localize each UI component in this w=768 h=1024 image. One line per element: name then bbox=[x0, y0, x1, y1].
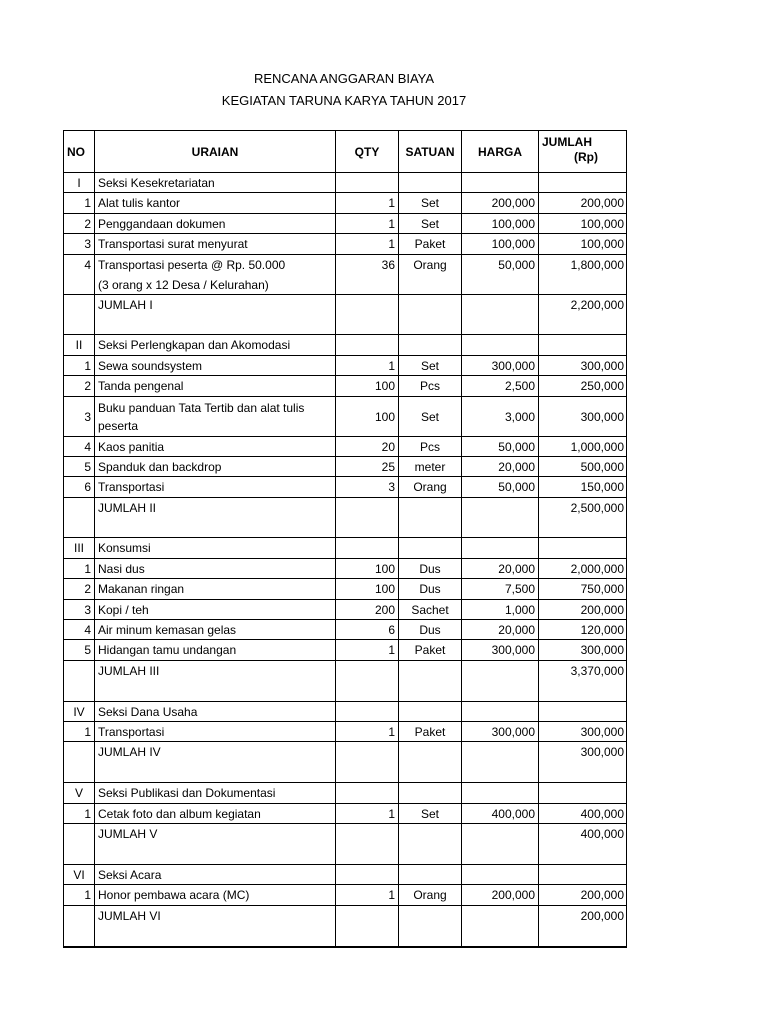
spacer-row bbox=[64, 518, 626, 538]
no-cell: I bbox=[64, 173, 95, 193]
jumlah-cell bbox=[539, 315, 627, 335]
table-row bbox=[64, 804, 626, 824]
spacer-row bbox=[64, 681, 626, 701]
qty-cell bbox=[336, 865, 399, 885]
satuan-cell bbox=[399, 295, 462, 315]
jumlah-cell: 250,000 bbox=[539, 376, 627, 396]
jumlah-cell bbox=[539, 173, 627, 193]
jumlah-cell bbox=[539, 926, 627, 946]
uraian-cell: Transportasi surat menyurat bbox=[95, 234, 336, 254]
satuan-cell: Paket bbox=[399, 722, 462, 742]
qty-cell bbox=[336, 783, 399, 803]
satuan-cell: Pcs bbox=[399, 376, 462, 396]
harga-cell: 20,000 bbox=[462, 559, 539, 579]
uraian-cell: Nasi dus bbox=[95, 559, 336, 579]
uraian-cell bbox=[95, 397, 336, 437]
jumlah-cell: 500,000 bbox=[539, 457, 627, 477]
qty-cell bbox=[336, 173, 399, 193]
jumlah-cell: 300,000 bbox=[539, 722, 627, 742]
uraian-cell: Kaos panitia bbox=[95, 437, 336, 457]
uraian-cell: Honor pembawa acara (MC) bbox=[95, 885, 336, 905]
satuan-cell: Paket bbox=[399, 234, 462, 254]
satuan-cell: Paket bbox=[399, 640, 462, 660]
satuan-cell bbox=[399, 661, 462, 681]
harga-cell bbox=[462, 295, 539, 315]
subtotal-row bbox=[64, 824, 626, 844]
document-title: RENCANA ANGGARAN BIAYA bbox=[253, 71, 435, 86]
jumlah-cell: 150,000 bbox=[539, 477, 627, 497]
satuan-cell bbox=[399, 783, 462, 803]
qty-cell bbox=[336, 315, 399, 335]
satuan-cell: Set bbox=[399, 397, 462, 437]
jumlah-cell: 200,000 bbox=[539, 600, 627, 620]
qty-cell bbox=[336, 661, 399, 681]
no-cell: V bbox=[64, 783, 95, 803]
uraian-cell: JUMLAH VI bbox=[95, 906, 336, 926]
uraian-cell: Cetak foto dan album kegiatan bbox=[95, 804, 336, 824]
qty-cell: 100 bbox=[336, 559, 399, 579]
jumlah-cell: 3,370,000 bbox=[570, 663, 624, 678]
table-row bbox=[64, 600, 626, 620]
uraian-cell: Sewa soundsystem bbox=[95, 356, 336, 376]
satuan-cell bbox=[399, 844, 462, 864]
subtotal-row bbox=[64, 661, 626, 681]
no-cell: III bbox=[64, 538, 95, 558]
no-cell bbox=[64, 295, 95, 315]
jumlah-cell bbox=[539, 702, 627, 722]
satuan-cell: Dus bbox=[399, 620, 462, 640]
satuan-cell: Orang bbox=[399, 255, 462, 295]
uraian-cell: Seksi Acara bbox=[95, 865, 336, 885]
jumlah-cell: 200,000 bbox=[539, 193, 627, 213]
section-row bbox=[64, 335, 626, 355]
subtotal-row bbox=[64, 295, 626, 315]
table-row bbox=[64, 477, 626, 497]
satuan-cell bbox=[399, 498, 462, 518]
satuan-cell: Set bbox=[399, 214, 462, 234]
uraian-cell: Transportasi bbox=[95, 477, 336, 497]
budget-table bbox=[63, 130, 627, 948]
no-cell: 5 bbox=[64, 457, 95, 477]
qty-cell: 1 bbox=[336, 234, 399, 254]
table-row bbox=[64, 457, 626, 477]
satuan-cell: Set bbox=[399, 804, 462, 824]
uraian-cell: Seksi Publikasi dan Dokumentasi bbox=[95, 783, 336, 803]
harga-cell: 50,000 bbox=[462, 437, 539, 457]
section-row bbox=[64, 702, 626, 722]
qty-cell: 36 bbox=[336, 255, 399, 295]
jumlah-cell: 300,000 bbox=[539, 397, 627, 437]
jumlah-cell: 100,000 bbox=[539, 214, 627, 234]
harga-cell bbox=[462, 681, 539, 701]
satuan-cell bbox=[399, 763, 462, 783]
harga-cell: 200,000 bbox=[462, 885, 539, 905]
no-cell: 4 bbox=[64, 620, 95, 640]
harga-cell: 50,000 bbox=[462, 255, 539, 295]
harga-cell: 3,000 bbox=[462, 397, 539, 437]
header-harga: HARGA bbox=[462, 131, 539, 173]
jumlah-cell: 300,000 bbox=[539, 640, 627, 660]
harga-cell bbox=[462, 173, 539, 193]
harga-cell: 1,000 bbox=[462, 600, 539, 620]
satuan-cell: Pcs bbox=[399, 437, 462, 457]
no-cell: 2 bbox=[64, 376, 95, 396]
harga-cell bbox=[462, 538, 539, 558]
satuan-cell bbox=[399, 906, 462, 926]
uraian-cell bbox=[95, 255, 336, 295]
qty-cell bbox=[336, 295, 399, 315]
satuan-cell bbox=[399, 315, 462, 335]
qty-cell: 1 bbox=[336, 356, 399, 376]
spacer-row bbox=[64, 315, 626, 335]
qty-cell bbox=[336, 518, 399, 538]
qty-cell bbox=[336, 538, 399, 558]
jumlah-cell bbox=[539, 538, 627, 558]
subtotal-row bbox=[64, 498, 626, 518]
jumlah-cell: 750,000 bbox=[539, 579, 627, 599]
uraian-cell: JUMLAH II bbox=[95, 498, 336, 518]
satuan-cell: Sachet bbox=[399, 600, 462, 620]
header-jumlah bbox=[539, 131, 627, 173]
table-row bbox=[64, 579, 626, 599]
qty-cell bbox=[336, 824, 399, 844]
no-cell bbox=[64, 926, 95, 946]
table-row bbox=[64, 376, 626, 396]
harga-cell: 400,000 bbox=[462, 804, 539, 824]
no-cell bbox=[64, 681, 95, 701]
qty-cell: 1 bbox=[336, 885, 399, 905]
no-cell: 4 bbox=[64, 255, 95, 295]
satuan-cell bbox=[399, 926, 462, 946]
qty-cell bbox=[336, 844, 399, 864]
no-cell: 3 bbox=[64, 397, 95, 437]
spacer-row bbox=[64, 763, 626, 783]
header-uraian: URAIAN bbox=[95, 131, 336, 173]
uraian-cell: Air minum kemasan gelas bbox=[95, 620, 336, 640]
qty-cell bbox=[336, 335, 399, 355]
harga-cell: 100,000 bbox=[462, 214, 539, 234]
uraian-cell bbox=[95, 763, 336, 783]
uraian-line2: (3 orang x 12 Desa / Kelurahan) bbox=[98, 277, 269, 292]
qty-cell: 1 bbox=[336, 640, 399, 660]
harga-cell: 7,500 bbox=[462, 579, 539, 599]
harga-cell: 200,000 bbox=[462, 193, 539, 213]
harga-cell: 2,500 bbox=[462, 376, 539, 396]
no-cell bbox=[64, 315, 95, 335]
table-row bbox=[64, 559, 626, 579]
qty-cell: 3 bbox=[336, 477, 399, 497]
harga-cell bbox=[462, 824, 539, 844]
satuan-cell bbox=[399, 335, 462, 355]
uraian-cell: Seksi Kesekretariatan bbox=[95, 173, 336, 193]
table-row bbox=[64, 620, 626, 640]
qty-cell bbox=[336, 926, 399, 946]
satuan-cell: Set bbox=[399, 193, 462, 213]
harga-cell bbox=[462, 661, 539, 681]
no-cell: 1 bbox=[64, 356, 95, 376]
harga-cell bbox=[462, 518, 539, 538]
satuan-cell bbox=[399, 518, 462, 538]
uraian-cell bbox=[95, 926, 336, 946]
uraian-line2: peserta bbox=[98, 418, 139, 433]
uraian-cell: JUMLAH I bbox=[95, 295, 336, 315]
jumlah-cell: 300,000 bbox=[580, 745, 624, 760]
header-jumlah-line1: JUMLAH bbox=[542, 135, 592, 149]
qty-cell: 200 bbox=[336, 600, 399, 620]
uraian-cell: Konsumsi bbox=[95, 538, 336, 558]
subtotal-row bbox=[64, 742, 626, 762]
no-cell bbox=[64, 518, 95, 538]
jumlah-cell: 400,000 bbox=[539, 804, 627, 824]
no-cell bbox=[64, 661, 95, 681]
qty-cell bbox=[336, 702, 399, 722]
table-row bbox=[64, 193, 626, 213]
qty-cell bbox=[336, 906, 399, 926]
qty-cell: 1 bbox=[336, 193, 399, 213]
table-row bbox=[64, 437, 626, 457]
header-satuan: SATUAN bbox=[399, 131, 462, 173]
harga-cell bbox=[462, 763, 539, 783]
table-row bbox=[64, 234, 626, 254]
satuan-cell bbox=[399, 538, 462, 558]
table-row bbox=[64, 885, 626, 905]
subtotal-row bbox=[64, 906, 626, 926]
harga-cell: 50,000 bbox=[462, 477, 539, 497]
uraian-cell: Spanduk dan backdrop bbox=[95, 457, 336, 477]
table-row bbox=[64, 356, 626, 376]
harga-cell bbox=[462, 315, 539, 335]
jumlah-cell bbox=[539, 865, 627, 885]
jumlah-cell bbox=[539, 335, 627, 355]
harga-cell bbox=[462, 498, 539, 518]
uraian-cell: Seksi Perlengkapan dan Akomodasi bbox=[95, 335, 336, 355]
table-row bbox=[64, 255, 626, 295]
satuan-cell: Orang bbox=[399, 477, 462, 497]
qty-cell bbox=[336, 498, 399, 518]
table-header-row bbox=[64, 131, 626, 173]
no-cell: VI bbox=[64, 865, 95, 885]
harga-cell bbox=[462, 906, 539, 926]
jumlah-cell bbox=[539, 844, 627, 864]
jumlah-cell bbox=[539, 518, 627, 538]
harga-cell bbox=[462, 926, 539, 946]
satuan-cell bbox=[399, 865, 462, 885]
satuan-cell bbox=[399, 681, 462, 701]
satuan-cell: Dus bbox=[399, 559, 462, 579]
harga-cell bbox=[462, 742, 539, 762]
header-no: NO bbox=[64, 131, 95, 173]
uraian-line1: Buku panduan Tata Tertib dan alat tulis bbox=[98, 400, 305, 415]
no-cell: 2 bbox=[64, 579, 95, 599]
jumlah-cell: 200,000 bbox=[539, 885, 627, 905]
section-row bbox=[64, 173, 626, 193]
qty-cell: 20 bbox=[336, 437, 399, 457]
table-row bbox=[64, 214, 626, 234]
qty-cell: 100 bbox=[336, 397, 399, 437]
no-cell: 3 bbox=[64, 234, 95, 254]
satuan-cell: Set bbox=[399, 356, 462, 376]
qty-cell: 1 bbox=[336, 804, 399, 824]
jumlah-cell: 1,800,000 bbox=[539, 255, 627, 295]
no-cell: II bbox=[64, 335, 95, 355]
uraian-cell: Hidangan tamu undangan bbox=[95, 640, 336, 660]
harga-cell bbox=[462, 865, 539, 885]
uraian-cell: JUMLAH IV bbox=[95, 742, 336, 762]
harga-cell: 300,000 bbox=[462, 722, 539, 742]
uraian-cell: Kopi / teh bbox=[95, 600, 336, 620]
no-cell: 1 bbox=[64, 559, 95, 579]
header-jumlah-line2: (Rp) bbox=[574, 150, 598, 164]
no-cell bbox=[64, 763, 95, 783]
satuan-cell: Orang bbox=[399, 885, 462, 905]
document-subtitle: KEGIATAN TARUNA KARYA TAHUN 2017 bbox=[221, 93, 467, 108]
no-cell: 5 bbox=[64, 640, 95, 660]
harga-cell bbox=[462, 783, 539, 803]
jumlah-cell: 1,000,000 bbox=[539, 437, 627, 457]
satuan-cell bbox=[399, 742, 462, 762]
harga-cell: 300,000 bbox=[462, 356, 539, 376]
qty-cell: 1 bbox=[336, 722, 399, 742]
uraian-line1: Transportasi peserta @ Rp. 50.000 bbox=[98, 257, 286, 272]
uraian-cell: Alat tulis kantor bbox=[95, 193, 336, 213]
qty-cell: 100 bbox=[336, 376, 399, 396]
jumlah-cell: 400,000 bbox=[580, 826, 624, 841]
satuan-cell bbox=[399, 702, 462, 722]
section-row bbox=[64, 783, 626, 803]
qty-cell bbox=[336, 681, 399, 701]
no-cell: 4 bbox=[64, 437, 95, 457]
uraian-cell: Makanan ringan bbox=[95, 579, 336, 599]
spacer-row bbox=[64, 926, 626, 946]
harga-cell bbox=[462, 702, 539, 722]
qty-cell: 6 bbox=[336, 620, 399, 640]
jumlah-cell: 100,000 bbox=[539, 234, 627, 254]
no-cell: 1 bbox=[64, 193, 95, 213]
harga-cell: 100,000 bbox=[462, 234, 539, 254]
satuan-cell: meter bbox=[399, 457, 462, 477]
no-cell: IV bbox=[64, 702, 95, 722]
qty-cell bbox=[336, 742, 399, 762]
satuan-cell bbox=[399, 824, 462, 844]
no-cell: 2 bbox=[64, 214, 95, 234]
uraian-cell bbox=[95, 844, 336, 864]
no-cell bbox=[64, 742, 95, 762]
uraian-cell bbox=[95, 315, 336, 335]
harga-cell: 20,000 bbox=[462, 620, 539, 640]
jumlah-cell bbox=[539, 763, 627, 783]
section-row bbox=[64, 865, 626, 885]
no-cell bbox=[64, 824, 95, 844]
uraian-cell: Seksi Dana Usaha bbox=[95, 702, 336, 722]
no-cell: 1 bbox=[64, 804, 95, 824]
jumlah-cell: 2,200,000 bbox=[570, 297, 624, 312]
jumlah-cell: 2,000,000 bbox=[539, 559, 627, 579]
harga-cell: 20,000 bbox=[462, 457, 539, 477]
no-cell bbox=[64, 498, 95, 518]
qty-cell: 100 bbox=[336, 579, 399, 599]
spacer-row bbox=[64, 844, 626, 864]
no-cell: 1 bbox=[64, 885, 95, 905]
jumlah-cell: 120,000 bbox=[539, 620, 627, 640]
no-cell bbox=[64, 844, 95, 864]
qty-cell: 1 bbox=[336, 214, 399, 234]
satuan-cell: Dus bbox=[399, 579, 462, 599]
jumlah-cell: 2,500,000 bbox=[570, 500, 624, 515]
jumlah-cell: 200,000 bbox=[580, 908, 624, 923]
uraian-cell: Transportasi bbox=[95, 722, 336, 742]
qty-cell bbox=[336, 763, 399, 783]
no-cell: 1 bbox=[64, 722, 95, 742]
no-cell bbox=[64, 906, 95, 926]
uraian-cell bbox=[95, 681, 336, 701]
jumlah-cell bbox=[539, 783, 627, 803]
harga-cell bbox=[462, 335, 539, 355]
harga-cell bbox=[462, 844, 539, 864]
header-qty: QTY bbox=[336, 131, 399, 173]
uraian-cell: JUMLAH III bbox=[95, 661, 336, 681]
uraian-cell: Penggandaan dokumen bbox=[95, 214, 336, 234]
satuan-cell bbox=[399, 173, 462, 193]
uraian-cell: JUMLAH V bbox=[95, 824, 336, 844]
jumlah-cell: 300,000 bbox=[539, 356, 627, 376]
no-cell: 3 bbox=[64, 600, 95, 620]
section-row bbox=[64, 538, 626, 558]
table-row bbox=[64, 722, 626, 742]
table-row bbox=[64, 640, 626, 660]
uraian-cell bbox=[95, 518, 336, 538]
qty-cell: 25 bbox=[336, 457, 399, 477]
jumlah-cell bbox=[539, 681, 627, 701]
no-cell: 6 bbox=[64, 477, 95, 497]
harga-cell: 300,000 bbox=[462, 640, 539, 660]
table-row-multiline bbox=[64, 397, 626, 437]
uraian-cell: Tanda pengenal bbox=[95, 376, 336, 396]
